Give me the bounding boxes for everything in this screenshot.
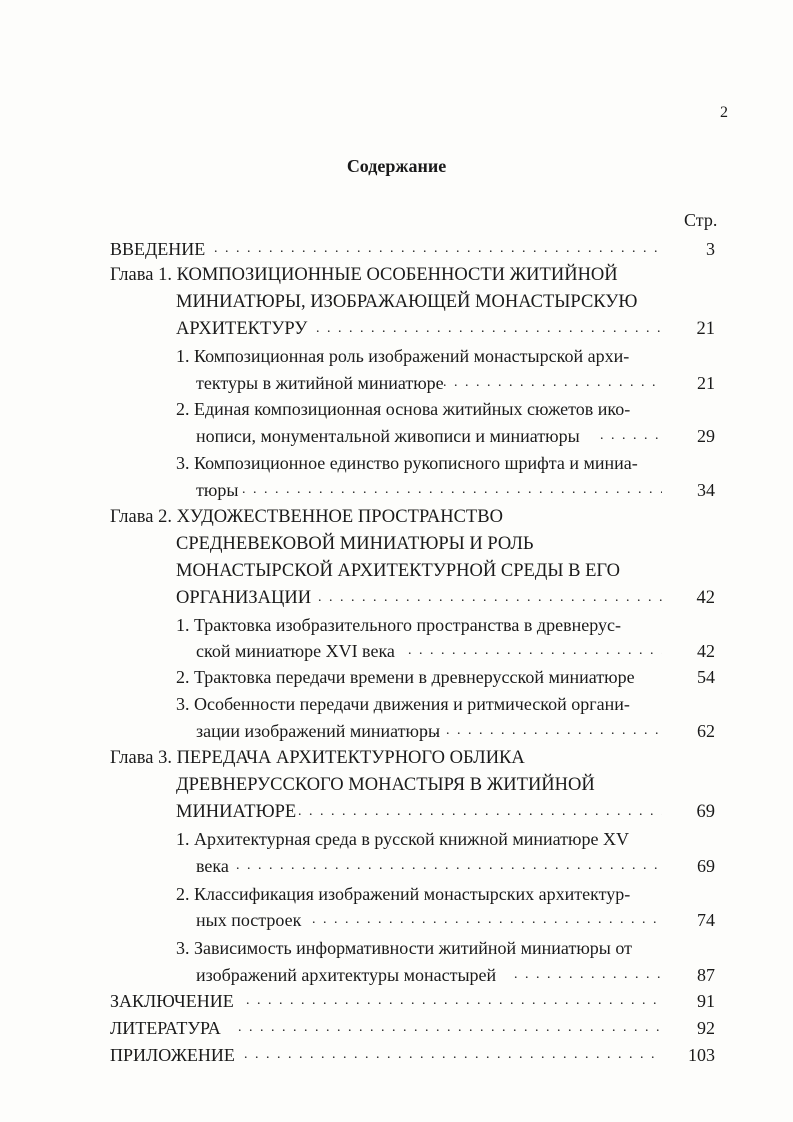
toc-section-2-1-cont (0, 638, 793, 664)
toc-page: 34 (697, 480, 715, 500)
toc-section-1-2[interactable] (0, 396, 793, 422)
toc-label: ДРЕВНЕРУССКОГО МОНАСТЫРЯ В ЖИТИЙНОЙ (176, 775, 595, 795)
toc-page: 54 (697, 667, 715, 687)
toc-page: 69 (697, 856, 715, 876)
toc-chapter-1-line-1[interactable] (0, 262, 793, 288)
toc-section-3-3[interactable] (0, 935, 793, 961)
toc-label: 2. Трактовка передачи времени в древнерусской миниатюре (176, 667, 635, 687)
leader-dots (312, 907, 662, 933)
toc-label: ОРГАНИЗАЦИИ (176, 588, 312, 608)
toc-label: 2. Единая композиционная основа житийных сюжетов ико- (176, 399, 631, 419)
toc-label: Глава 3. ПЕРЕДАЧА АРХИТЕКТУРНОГО ОБЛИКА (110, 748, 525, 768)
toc-section-1-3[interactable] (0, 450, 793, 476)
toc-page: 91 (697, 991, 715, 1011)
toc-page: 21 (697, 373, 715, 393)
toc-label: 3. Композиционное единство рукописного шрифта и миниа- (176, 453, 638, 473)
toc-label: МИНИАТЮРЫ, ИЗОБРАЖАЮЩЕЙ МОНАСТЫРСКУЮ (176, 292, 638, 312)
toc-page: 62 (697, 721, 715, 741)
leader-dots (514, 962, 662, 988)
leader-dots (424, 718, 662, 744)
leader-dots (244, 1042, 662, 1068)
toc-chapter-2-line-4 (0, 585, 793, 611)
toc-label: века (196, 856, 229, 876)
toc-label: Глава 2. ХУДОЖЕСТВЕННОЕ ПРОСТРАНСТВО (110, 507, 503, 527)
toc-label: тюры (196, 480, 239, 500)
toc-label: ВВЕДЕНИЕ (110, 239, 206, 259)
toc-section-3-2[interactable] (0, 881, 793, 907)
leader-dots (214, 236, 662, 262)
toc-label: изображений архитектуры монастырей (196, 965, 497, 985)
leader-dots (318, 585, 662, 611)
toc-page: 3 (706, 239, 715, 259)
leader-dots (246, 988, 662, 1014)
toc-section-2-3[interactable] (0, 691, 793, 717)
leader-dots (600, 423, 662, 449)
toc-section-1-3-cont (0, 477, 793, 503)
toc-entry-appendix[interactable] (0, 1042, 793, 1068)
toc-label: ПРИЛОЖЕНИЕ (110, 1045, 235, 1065)
page-number: 2 (720, 104, 728, 121)
toc-page: 29 (697, 426, 715, 446)
toc-label: 1. Композиционная роль изображений монастырской архи- (176, 346, 630, 366)
toc-page: 74 (697, 910, 715, 930)
toc-section-1-1[interactable] (0, 343, 793, 369)
toc-chapter-3-line-1[interactable] (0, 745, 793, 771)
toc-label: зации изображений миниатюры (196, 721, 441, 741)
toc-page: 103 (688, 1045, 715, 1065)
toc-chapter-3-line-3 (0, 799, 793, 825)
toc-label: МИНИАТЮРЕ (176, 802, 297, 822)
toc-label: ЛИТЕРАТУРА (110, 1018, 221, 1038)
toc-section-3-3-cont (0, 962, 793, 988)
toc-label: ЗАКЛЮЧЕНИЕ (110, 991, 234, 1011)
toc-entry-literature[interactable] (0, 1015, 793, 1041)
leader-dots (242, 477, 662, 503)
toc-page: 42 (696, 588, 715, 608)
toc-label: 1. Трактовка изобразительного пространства в древнерус- (176, 615, 621, 635)
toc-chapter-2-line-3 (0, 558, 793, 584)
toc-section-3-2-cont (0, 907, 793, 933)
toc-label: Глава 1. КОМПОЗИЦИОННЫЕ ОСОБЕННОСТИ ЖИТИЙНОЙ (110, 265, 618, 285)
toc-label: 1. Архитектурная среда в русской книжной миниатюре XV (176, 829, 629, 849)
page-column-header: Стр. (684, 210, 718, 230)
toc-section-2-2[interactable] (0, 664, 793, 690)
toc-section-3-1-cont (0, 853, 793, 879)
toc-label: 2. Классификация изображений монастырских архитектур- (176, 884, 631, 904)
toc-label: 3. Особенности передачи движения и ритмической органи- (176, 694, 630, 714)
toc-section-1-2-cont (0, 423, 793, 449)
toc-page: 92 (697, 1018, 715, 1038)
toc-page: 87 (697, 965, 715, 985)
toc-entry-conclusion[interactable] (0, 988, 793, 1014)
leader-dots (408, 638, 662, 664)
toc-chapter-3-line-2 (0, 772, 793, 798)
toc-chapter-2-line-1[interactable] (0, 504, 793, 530)
leader-dots (238, 1015, 662, 1041)
leader-dots (298, 799, 662, 825)
toc-page: 42 (697, 641, 715, 661)
toc-label: АРХИТЕКТУРУ (176, 319, 308, 339)
toc-section-1-1-cont (0, 370, 793, 396)
toc-section-3-1[interactable] (0, 826, 793, 852)
toc-section-2-1[interactable] (0, 612, 793, 638)
toc-chapter-1-line-3 (0, 316, 793, 342)
toc-page: 21 (696, 319, 715, 339)
toc-section-2-3-cont (0, 718, 793, 744)
toc-label: нописи, монументальной живописи и миниатюры (196, 426, 580, 446)
leader-dots (432, 370, 662, 396)
toc-chapter-1-line-2 (0, 289, 793, 315)
leader-dots (236, 853, 662, 879)
toc-label: МОНАСТЫРСКОЙ АРХИТЕКТУРНОЙ СРЕДЫ В ЕГО (176, 561, 621, 581)
toc-page: 69 (696, 802, 715, 822)
toc-label: ных построек (196, 910, 302, 930)
toc-label: 3. Зависимость информативности житийной миниатюры от (176, 938, 632, 958)
page-title: Содержание (346, 156, 447, 176)
toc-label: СРЕДНЕВЕКОВОЙ МИНИАТЮРЫ И РОЛЬ (176, 534, 534, 554)
toc-label: ской миниатюре XVI века (196, 641, 395, 661)
toc-label: тектуры в житийной миниатюре (196, 373, 444, 393)
toc-entry-intro[interactable] (0, 236, 793, 262)
toc-chapter-2-line-2 (0, 531, 793, 557)
leader-dots (316, 316, 662, 342)
